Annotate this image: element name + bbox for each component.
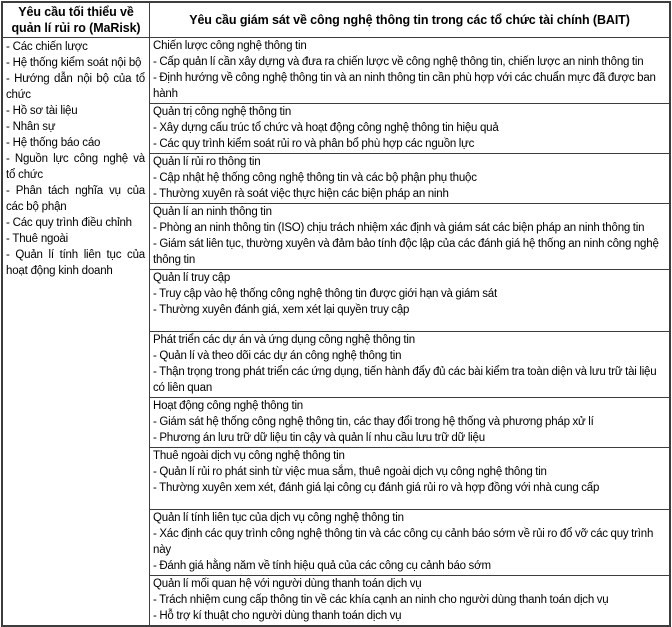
bait-section-title: Quản lí tính liên tục của dịch vụ công nghệ thông tin xyxy=(153,512,404,524)
bait-bullet: - Xây dựng cấu trúc tổ chức và hoạt động công nghệ thông tin hiệu quả xyxy=(153,122,499,134)
bait-section-title: Phát triển các dự án và ứng dụng công nghệ thông tin xyxy=(153,334,415,346)
bait-bullet: - Truy cập vào hệ thống công nghệ thông tin được giới hạn và giám sát xyxy=(153,288,497,300)
bait-section xyxy=(150,270,671,332)
bait-section-title: Chiến lược công nghệ thông tin xyxy=(153,40,307,52)
bait-section xyxy=(150,448,671,510)
bait-bullet: - Đánh giá hằng năm về tính hiệu quả của các công cụ cảnh báo sớm xyxy=(153,560,491,572)
bait-section-title: Quản trị công nghệ thông tin xyxy=(153,106,292,118)
marisk-item: - Các chiến lược xyxy=(6,41,88,53)
bait-section-title: Quản lí mối quan hệ với người dùng thanh toán dịch vụ xyxy=(153,578,422,590)
bait-bullet: - Thường xuyên đánh giá, xem xét lại quyền truy cập xyxy=(153,304,410,316)
table-row xyxy=(2,38,670,104)
marisk-item: - Các quy trình điều chỉnh xyxy=(6,217,132,229)
bait-bullet: - Cập nhật hệ thống công nghệ thông tin và các bộ phận phụ thuộc xyxy=(153,172,477,184)
bait-bullet: - Các quy trình kiểm soát rủi ro và phân bổ phù hợp các nguồn lực xyxy=(153,138,475,150)
bait-section-title: Quản lí an ninh thông tin xyxy=(153,206,272,218)
bait-bullet: - Phòng an ninh thông tin (ISO) chịu trách nhiệm xác định và giám sát các biện pháp an ninh thông tin xyxy=(153,222,645,234)
bait-section xyxy=(150,398,671,448)
marisk-item: - Nguồn lực công nghệ và tổ chức xyxy=(6,153,145,181)
marisk-item: - Hướng dẫn nội bộ của tổ chức xyxy=(6,73,145,101)
bait-bullet: - Thận trọng trong phát triển các ứng dụng, tiến hành đẩy đủ các bài kiểm tra toàn diện và lưu trữ tài liệu có liên quan xyxy=(153,366,657,394)
bait-section xyxy=(150,154,671,204)
marisk-item: - Nhân sự xyxy=(6,121,56,133)
comparison-table xyxy=(1,1,671,627)
marisk-item: - Phân tách nghĩa vụ của các bộ phận xyxy=(6,185,145,213)
bait-bullet: - Quản lí và theo dõi các dự án công nghệ thông tin xyxy=(153,350,402,362)
bait-section-title: Hoạt động công nghệ thông tin xyxy=(153,400,303,412)
marisk-item: - Quản lí tính liên tục của hoạt động kinh doanh xyxy=(6,249,145,277)
bait-bullet: - Thường xuyên xem xét, đánh giá lại công cụ đánh giá rủi ro và hợp đồng với nhà cung cấp xyxy=(153,482,600,494)
marisk-item: - Hệ thống kiểm soát nội bộ xyxy=(6,57,142,69)
bait-bullet: - Giám sát hệ thống công nghệ thông tin, các thay đổi trong hệ thống và phương pháp xử lí xyxy=(153,416,594,428)
bait-section-title: Quản lí rủi ro thông tin xyxy=(153,156,261,168)
bait-section-title: Thuê ngoài dịch vụ công nghệ thông tin xyxy=(153,450,345,462)
bait-section xyxy=(150,576,671,627)
marisk-cell xyxy=(2,38,150,627)
marisk-item: - Hệ thống báo cáo xyxy=(6,137,101,149)
marisk-item: - Thuê ngoài xyxy=(6,233,68,245)
header-bait: Yêu cầu giám sát về công nghệ thông tin trong các tổ chức tài chính (BAIT) xyxy=(150,2,671,38)
bait-bullet: - Hỗ trợ kí thuật cho người dùng thanh toán dịch vụ xyxy=(153,610,402,622)
bait-section-title: Quản lí truy cập xyxy=(153,272,231,284)
bait-bullet: - Xác định các quy trình công nghệ thông tin và các công cụ cảnh báo sớm về rủi ro đổ vỡ các quy trình này xyxy=(153,528,654,556)
header-marisk: Yêu cầu tối thiểu về quản lí rủi ro (MaRisk) xyxy=(2,2,150,38)
bait-bullet: - Định hướng về công nghệ thông tin và an ninh thông tin cần phù hợp với các chuẩn mực đã được ban hành xyxy=(153,72,656,100)
bait-bullet: - Giám sát liên tục, thường xuyên và đảm bảo tính độc lập của các đánh giá hệ thống an ninh công nghệ thông tin xyxy=(153,238,659,266)
bait-bullet: - Trách nhiệm cung cấp thông tin về các khía cạnh an ninh cho người dùng thanh toán dịch vụ xyxy=(153,594,609,606)
bait-section xyxy=(150,204,671,270)
bait-section xyxy=(150,38,671,104)
bait-section xyxy=(150,104,671,154)
bait-body xyxy=(2,38,670,627)
marisk-item: - Hồ sơ tài liệu xyxy=(6,105,78,117)
bait-bullet: - Quản lí rủi ro phát sinh từ việc mua sắm, thuê ngoài dịch vụ công nghệ thông tin xyxy=(153,466,547,478)
bait-section xyxy=(150,332,671,398)
bait-bullet: - Cấp quản lí cần xây dựng và đưa ra chiến lược về công nghệ thông tin, chiến lược an ninh thông tin xyxy=(153,56,644,68)
bait-section xyxy=(150,510,671,576)
header-row xyxy=(2,2,670,38)
bait-bullet: - Thường xuyên rà soát việc thực hiện các biện pháp an ninh xyxy=(153,188,449,200)
bait-bullet: - Phương án lưu trữ dữ liệu tin cậy và quản lí nhu cầu lưu trữ dữ liệu xyxy=(153,432,485,444)
table-header xyxy=(2,2,670,38)
